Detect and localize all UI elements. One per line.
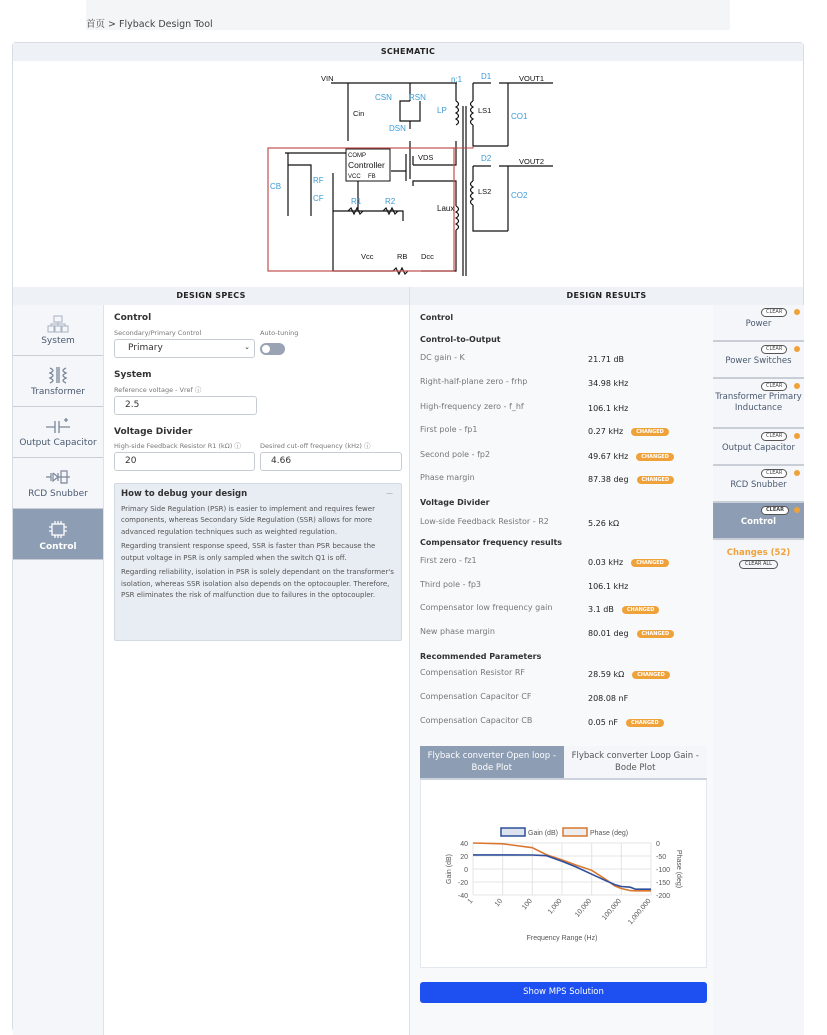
sidebar-item-output-capacitor[interactable] [13,407,103,458]
result-value [588,452,674,461]
result-label: Compensation Resistor RF [420,668,525,677]
label-vout1: VOUT1 [519,74,545,83]
label-ratio: n:1 [451,75,463,84]
debug-title: How to debug your design [121,489,248,499]
result-value [588,582,628,591]
changed-badge: CHANGED [637,476,675,484]
x-tick-label: 1,000 [546,897,564,916]
cutoff-label-text: Desired cut-off frequency (kHz) [260,442,362,450]
results-nav-item[interactable] [713,466,804,503]
info-icon[interactable]: ⓘ [234,442,241,450]
x-tick-label: 1 [466,897,475,906]
debug-paragraph: Primary Side Regulation (PSR) is easier to implement and requires fewer components, whereas Secondary Side Regulation (SSR) allows for more advanced regulation techniques such as weighted regulation. [121,504,375,536]
x-tick-label: 10,000 [574,897,594,919]
result-value-text: 80.01 deg [588,629,629,638]
result-value [588,355,624,364]
label-dsn: DSN [389,124,406,133]
label-laux: Laux [437,204,455,213]
result-value-text: 0.27 kHz [588,427,624,436]
schematic-svg [13,61,803,287]
cutoff-label [260,441,371,450]
label-rb: RB [397,252,408,261]
x-tick-label: 100 [520,897,534,912]
schematic-diagram [13,61,803,287]
debug-paragraph: Regarding transient response speed, SSR is faster than PSR because the output voltage in PSR is only sampled when the switch Q1 is off. [121,542,376,562]
label-co2: CO2 [511,191,528,200]
results-nav-item[interactable] [713,305,804,342]
sidebar-item-label: RCD Snubber [28,489,88,499]
label-vcc: VCC [348,174,361,180]
result-value-text: 28.59 kΩ [588,670,625,679]
changed-indicator-dot [794,383,800,389]
result-value [588,629,674,638]
system-icon [47,315,69,333]
label-d1: D1 [481,72,492,81]
result-value-text: 21.71 dB [588,355,625,364]
label-rf: RF [313,176,324,185]
results-nav-item[interactable] [713,503,804,540]
result-value [588,475,674,484]
changed-indicator-dot [794,346,800,352]
label-csn: CSN [375,93,392,102]
flyback-tool-card [12,42,804,1032]
vref-label-text: Reference voltage - Vref [114,386,193,394]
sidebar-item-rcd-snubber[interactable] [13,458,103,509]
result-value [588,670,670,679]
results-nav-label: Control [740,517,777,527]
sidebar-item-label: Output Capacitor [19,438,97,448]
x-tick-label: 1,000,000 [627,897,653,927]
result-label: Right-half-plane zero - frhp [420,377,528,386]
y-tick-label: -20 [457,880,468,887]
x-tick-label: 100,000 [601,897,623,922]
changed-indicator-dot [794,507,800,513]
tab-open-loop-bode[interactable]: Flyback converter Open loop - Bode Plot [420,746,564,780]
tab-loop-gain-bode[interactable]: Flyback converter Loop Gain - Bode Plot [564,746,708,780]
y-axis-label: Gain (dB) [446,854,453,884]
results-nav-label: Transformer Primary Inductance [715,392,802,413]
y-tick-label: 40 [460,841,468,848]
y-tick-label: 0 [464,867,468,874]
results-nav-label: Output Capacitor [721,443,796,453]
changed-badge: CHANGED [636,453,674,461]
clear-button[interactable]: CLEAR [761,432,787,441]
label-ls2: LS2 [478,187,492,196]
vref-input[interactable]: 2.5 [114,396,257,415]
sidebar-item-system[interactable] [13,305,103,356]
clear-all-button[interactable]: CLEAR ALL [739,560,778,569]
capacitor-icon [45,417,71,435]
results-sidebar [713,305,804,1035]
bode-plot-tabs [420,746,707,780]
result-label: High-frequency zero - f_hf [420,402,524,411]
clear-button[interactable]: CLEAR [761,308,787,317]
result-value [588,404,628,413]
y2-tick-label: -100 [656,867,671,874]
result-label: Third pole - fp3 [420,580,482,589]
label-vds: VDS [418,153,434,162]
label-lp: LP [437,106,447,115]
result-label: New phase margin [420,627,495,636]
cutoff-frequency-input[interactable]: 4.66 [260,452,402,471]
breadcrumb-separator: > [108,19,117,30]
y-tick-label: 20 [460,854,468,861]
x-tick-label: 10 [493,897,505,909]
autotune-label: Auto-tuning [260,329,299,337]
snubber-icon [45,468,71,486]
sidebar-item-label: Control [39,542,77,552]
results-nav-item[interactable] [713,342,804,379]
clear-button[interactable]: CLEAR [761,382,787,391]
chip-icon [47,519,69,539]
label-comp: COMP [348,153,366,159]
result-value-text: 208.08 nF [588,694,629,703]
y-tick-label: -40 [457,893,468,900]
changes-count: Changes (52) [726,548,791,558]
result-value [588,694,628,703]
changed-indicator-dot [794,433,800,439]
result-label: First pole - fp1 [420,425,478,434]
control-heading: Control [114,313,152,323]
result-value [588,427,669,436]
result-value-text: 34.98 kHz [588,379,629,388]
r1-label [114,441,241,450]
result-value [588,605,659,614]
changed-badge: CHANGED [637,630,675,638]
label-cin: Cin [353,109,365,118]
control-mode-select[interactable] [114,339,255,358]
collapse-icon[interactable]: — [386,489,393,497]
results-nav-label: Power Switches [725,356,792,366]
result-value [588,379,628,388]
result-label: First zero - fz1 [420,556,477,565]
results-nav-item[interactable] [713,429,804,466]
y2-tick-label: -50 [656,854,667,861]
results-heading: Control [420,313,454,322]
changed-badge: CHANGED [632,671,670,679]
label-vcc-node: Vcc [361,252,374,261]
label-cf: CF [313,194,324,203]
design-results-header: DESIGN RESULTS [409,287,803,305]
sidebar-item-label: System [41,336,75,346]
label-vout2: VOUT2 [519,157,545,166]
legend-label-phase: Phase (deg) [590,830,629,837]
result-value [588,519,619,528]
r1-label-text: High-side Feedback Resistor R1 (kΩ) [114,442,233,450]
voltage-divider-heading: Voltage Divider [114,427,193,437]
x-axis-label: Frequency Range (Hz) [526,935,598,942]
label-r2: R2 [385,197,396,206]
results-section-heading: Control-to-Output [420,335,501,344]
info-icon[interactable]: ⓘ [364,442,371,450]
result-label: Compensation Capacitor CF [420,692,532,701]
breadcrumb-current: Flyback Design Tool [119,19,213,30]
debug-paragraph: Regarding reliability, isolation in PSR is solely dependant on the transformer's isolation, whereas SSR isolation also depends on the optocoupler. Therefore, PSR eliminates the risk of malfunction due to failures in the optocoupler. [121,568,394,599]
breadcrumb [86,0,730,30]
result-value-text: 5.26 kΩ [588,519,620,528]
y2-axis-label: Phase (deg) [675,849,682,889]
specs-sidebar [13,305,104,1035]
label-fb: FB [368,174,376,180]
system-heading: System [114,370,152,380]
y2-tick-label: 0 [656,841,660,848]
design-specs-panel [104,305,409,1035]
results-nav-item[interactable] [713,379,804,429]
label-vin: VIN [321,74,334,83]
clear-button[interactable]: CLEAR [761,345,787,354]
result-value-text: 3.1 dB [588,605,614,614]
label-d2: D2 [481,154,492,163]
label-controller: Controller [348,160,385,170]
debug-help-panel [114,483,402,641]
result-value-text: 49.67 kHz [588,452,629,461]
changed-badge: CHANGED [622,606,660,614]
result-value-text: 106.1 kHz [588,582,629,591]
vref-label [114,385,201,394]
changed-badge: CHANGED [631,559,669,567]
result-label: DC gain - K [420,353,465,362]
result-value-text: 87.38 deg [588,475,629,484]
result-label: Low-side Feedback Resistor - R2 [420,517,549,526]
label-cb: CB [270,182,282,191]
clear-button[interactable]: CLEAR [761,469,787,478]
legend-swatch-phase [563,828,587,836]
changed-badge: CHANGED [626,719,664,727]
r1-input[interactable]: 20 [114,452,255,471]
result-value [588,718,664,727]
y2-tick-label: -200 [656,893,671,900]
autotune-toggle[interactable] [260,343,285,355]
legend-label-gain: Gain (dB) [528,830,558,837]
bode-chart-svg [421,780,708,968]
transformer-icon [47,366,69,384]
control-mode-label: Secondary/Primary Control [114,329,202,337]
result-value-text: 106.1 kHz [588,404,629,413]
y2-tick-label: -150 [656,880,671,887]
result-label: Phase margin [420,473,475,482]
schematic-header: SCHEMATIC [13,43,803,61]
sidebar-item-label: Transformer [30,387,85,397]
design-results-panel [409,305,713,1035]
result-value-text: 0.05 nF [588,718,619,727]
breadcrumb-home[interactable]: 首页 [86,19,106,30]
changed-indicator-dot [794,470,800,476]
label-rsn: RSN [409,93,426,102]
label-dcc: Dcc [421,252,434,261]
result-value-text: 0.03 kHz [588,558,624,567]
control-mode-value: Primary [128,343,163,353]
label-co1: CO1 [511,112,528,121]
sidebar-item-transformer[interactable] [13,356,103,407]
result-label: Compensation Capacitor CB [420,716,533,725]
result-label: Compensator low frequency gain [420,603,553,612]
info-icon[interactable]: ⓘ [194,386,202,394]
label-r1: R1 [351,197,362,206]
clear-button[interactable]: CLEAR [761,506,789,515]
changed-badge: CHANGED [631,428,669,436]
sidebar-item-control[interactable] [13,509,103,560]
bode-chart [420,780,707,968]
show-mps-solution-button[interactable]: Show MPS Solution [420,982,707,1003]
results-nav-label: RCD Snubber [730,480,787,490]
results-section-heading: Voltage Divider [420,498,490,507]
result-value [588,558,669,567]
results-section-heading: Recommended Parameters [420,652,542,661]
changed-indicator-dot [794,309,800,315]
results-section-heading: Compensator frequency results [420,538,563,547]
design-specs-header: DESIGN SPECS [13,287,409,305]
legend-swatch-gain [501,828,525,836]
chevron-down-icon: ⌄ [244,343,250,351]
results-nav-label: Power [745,319,772,329]
label-ls1: LS1 [478,106,492,115]
result-label: Second pole - fp2 [420,450,491,459]
